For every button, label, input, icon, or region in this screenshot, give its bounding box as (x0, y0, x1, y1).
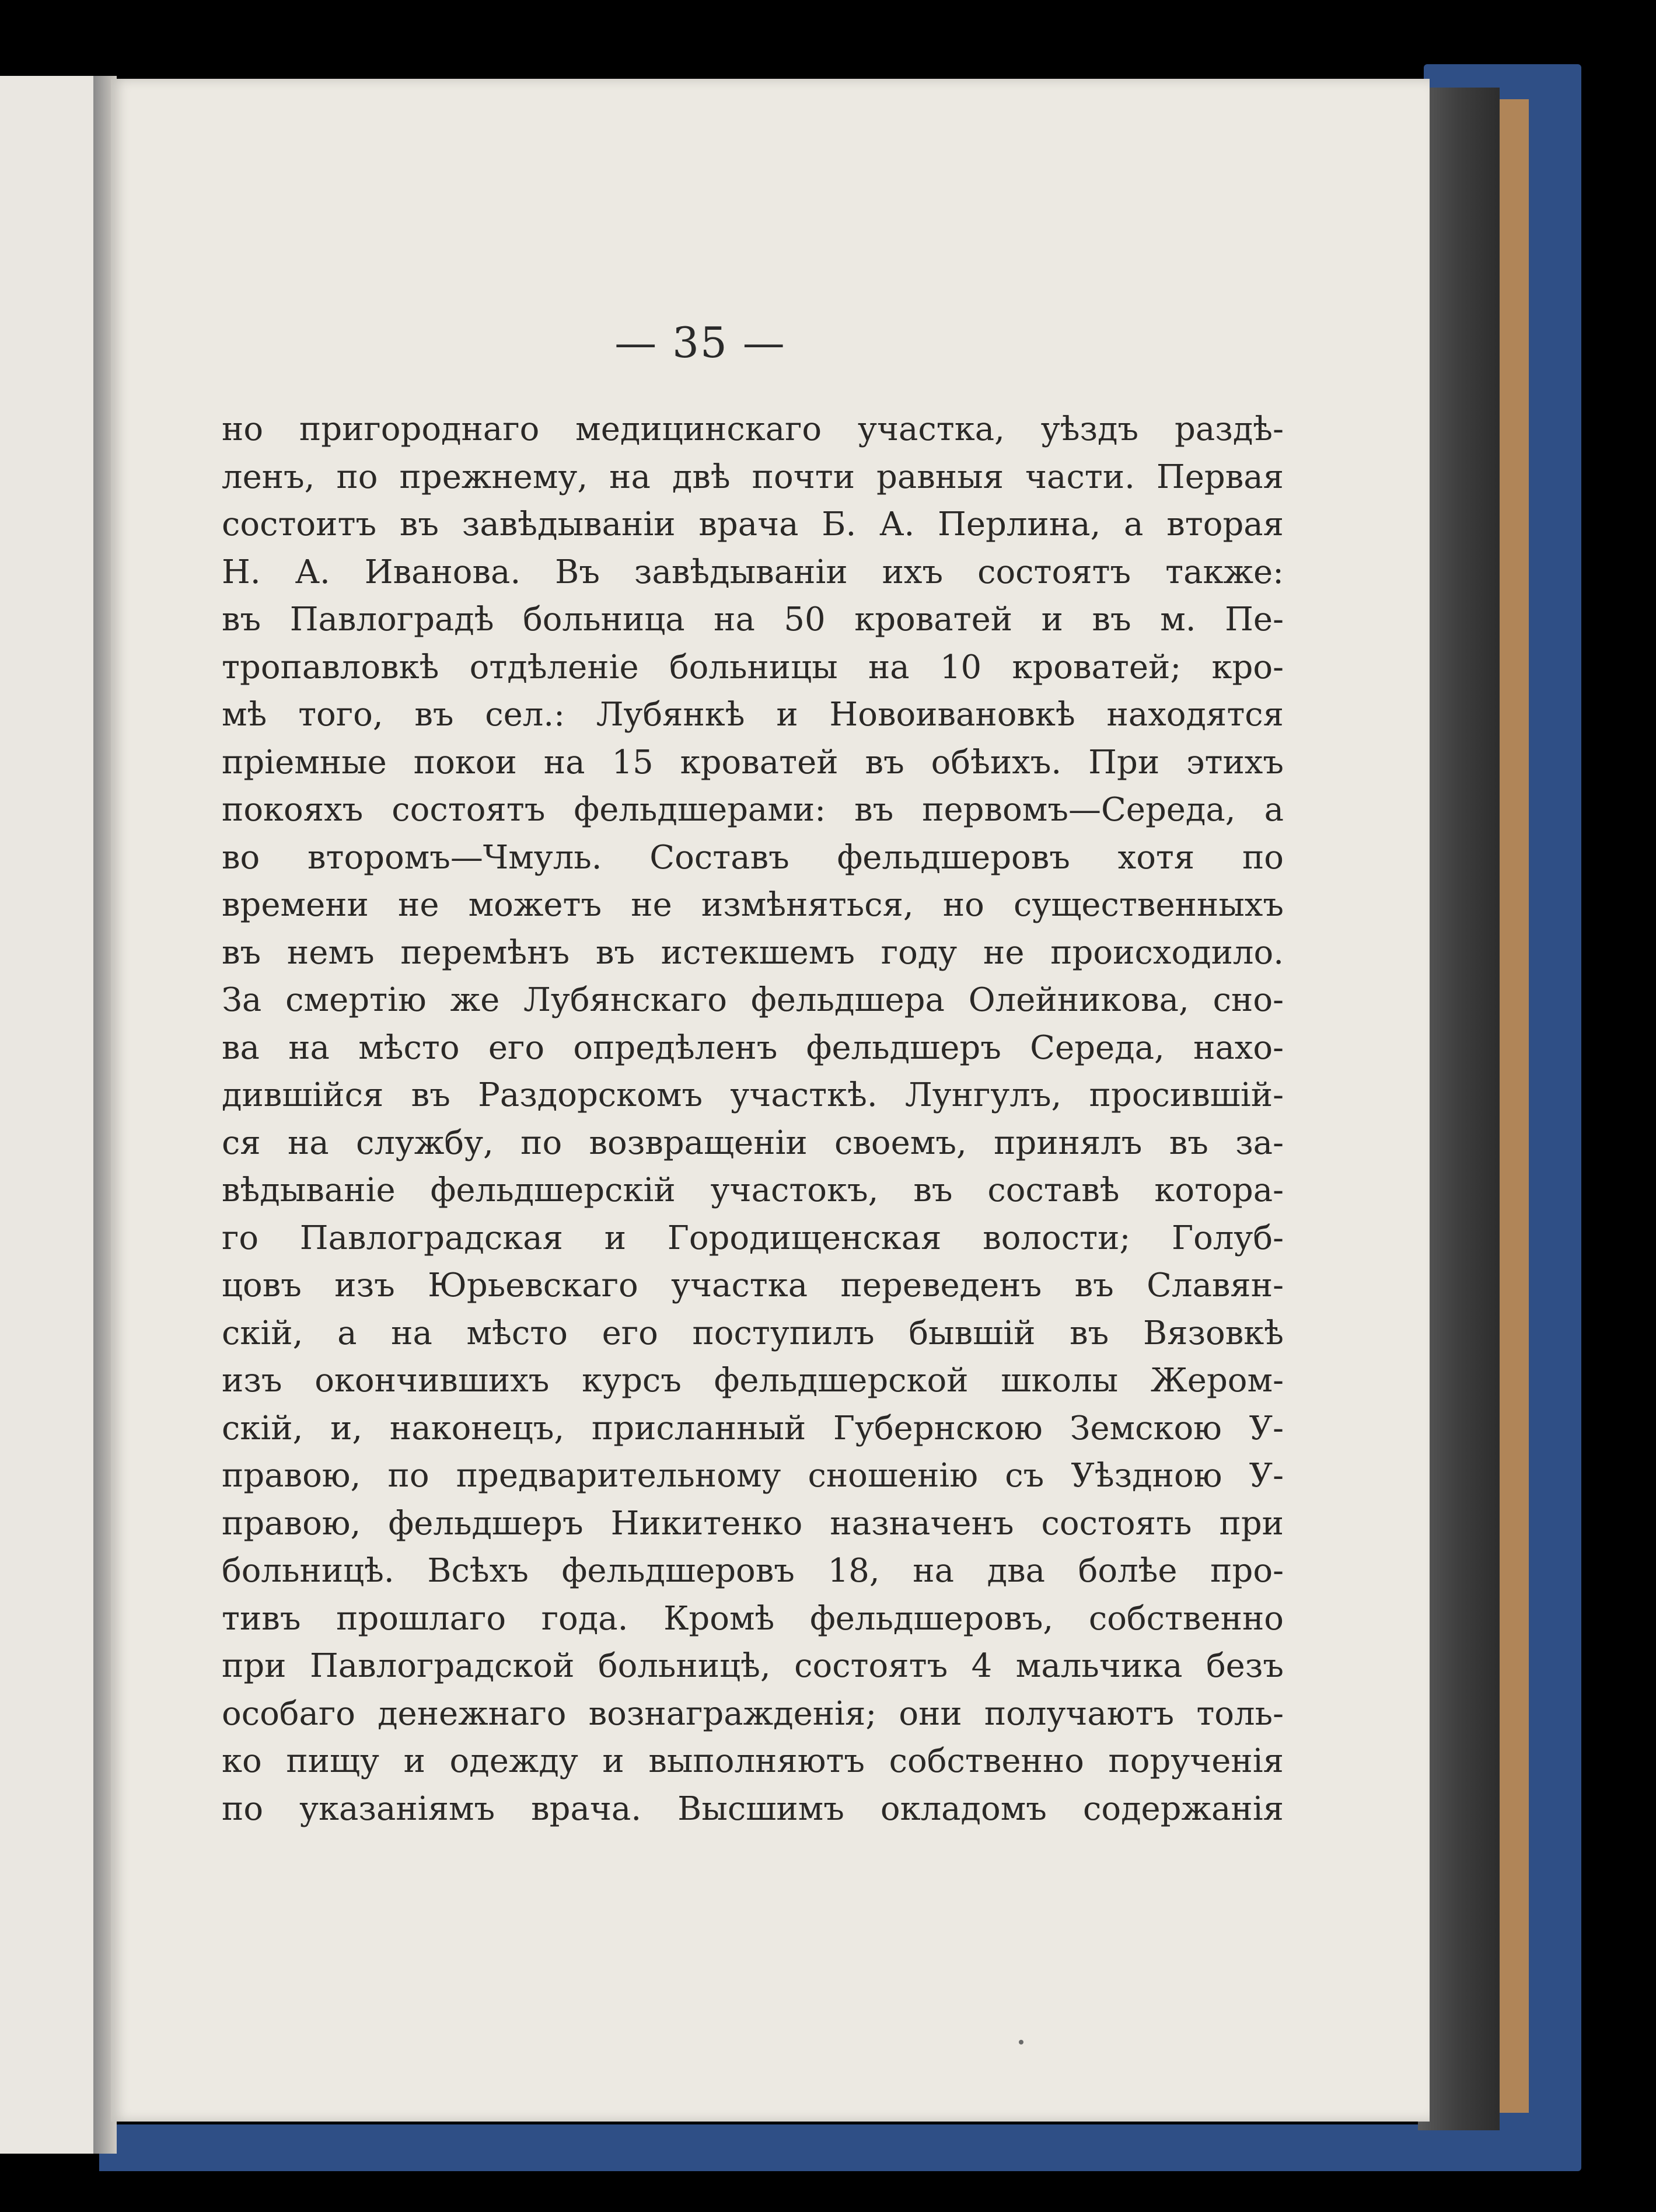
body-text (222, 406, 1284, 1833)
text-line: ленъ, по прежнему, на двѣ почти равныя части. Первая (222, 458, 1284, 496)
text-line: Н. А. Иванова. Въ завѣдываніи ихъ состоятъ также: (222, 553, 1284, 591)
text-line: по указаніямъ врача. Высшимъ окладомъ содержанія (222, 1789, 1284, 1828)
text-line: состоитъ въ завѣдываніи врача Б. А. Перлина, а вторая (222, 505, 1284, 543)
page-number: — 35 — (614, 318, 786, 367)
text-line: правою, фельдшеръ Никитенко назначенъ состоять при (222, 1504, 1284, 1543)
text-line: изъ окончившихъ курсъ фельдшерской школы Жером- (222, 1362, 1284, 1400)
text-line: тропавловкѣ отдѣленіе больницы на 10 кроватей; кро- (222, 648, 1284, 686)
text-line: мѣ того, въ сел.: Лубянкѣ и Новоивановкѣ находятся (222, 696, 1284, 734)
text-line: въ немъ перемѣнъ въ истекшемъ году не происходило. (222, 933, 1284, 972)
text-line: скій, и, наконецъ, присланный Губернскою Земскою У- (222, 1409, 1284, 1447)
right-page (111, 79, 1430, 2122)
text-line: въ Павлоградѣ больница на 50 кроватей и въ м. Пе- (222, 601, 1284, 639)
page-stack-edge (1418, 88, 1500, 2130)
book-cover-bottom (99, 2124, 1511, 2171)
text-line: дившійся въ Раздорскомъ участкѣ. Лунгулъ, просившій- (222, 1076, 1284, 1114)
text-line: при Павлоградской больницѣ, состоятъ 4 мальчика безъ (222, 1647, 1284, 1685)
text-line: цовъ изъ Юрьевскаго участка переведенъ въ Славян- (222, 1267, 1284, 1304)
cover-edge-tan (1500, 99, 1529, 2113)
text-line: правою, по предварительному сношенію съ Уѣздною У- (222, 1457, 1284, 1495)
text-line: ва на мѣсто его опредѣленъ фельдшеръ Середа, нахо- (222, 1028, 1284, 1067)
paper-speck (1019, 2040, 1023, 2044)
text-line: ко пищу и одежду и выполняютъ собственно порученія (222, 1742, 1284, 1780)
text-line: пріемные покои на 15 кроватей въ обѣихъ. При этихъ (222, 743, 1284, 781)
text-line: но пригороднаго медицинскаго участка, уѣздъ раздѣ- (222, 410, 1284, 448)
text-line: особаго денежнаго вознагражденія; они получаютъ толь- (222, 1694, 1284, 1733)
text-line: го Павлоградская и Городищенская волости; Голуб- (222, 1219, 1284, 1257)
text-line: покояхъ состоятъ фельдшерами: въ первомъ—Середа, а (222, 791, 1284, 829)
text-line: скій, а на мѣсто его поступилъ бывшій въ Вязовкѣ (222, 1314, 1284, 1352)
text-line: ся на службу, по возвращеніи своемъ, принялъ въ за- (222, 1124, 1284, 1162)
text-line: больницѣ. Всѣхъ фельдшеровъ 18, на два болѣе про- (222, 1552, 1284, 1590)
text-line: времени не можетъ не измѣняться, но существенныхъ (222, 886, 1284, 924)
text-line: За смертію же Лубянскаго фельдшера Олейникова, сно- (222, 981, 1284, 1019)
text-line: тивъ прошлаго года. Кромѣ фельдшеровъ, собственно (222, 1599, 1284, 1638)
text-line: во второмъ—Чмуль. Составъ фельдшеровъ хотя по (222, 838, 1284, 877)
text-line: вѣдываніе фельдшерскій участокъ, въ составѣ котора- (222, 1171, 1284, 1209)
